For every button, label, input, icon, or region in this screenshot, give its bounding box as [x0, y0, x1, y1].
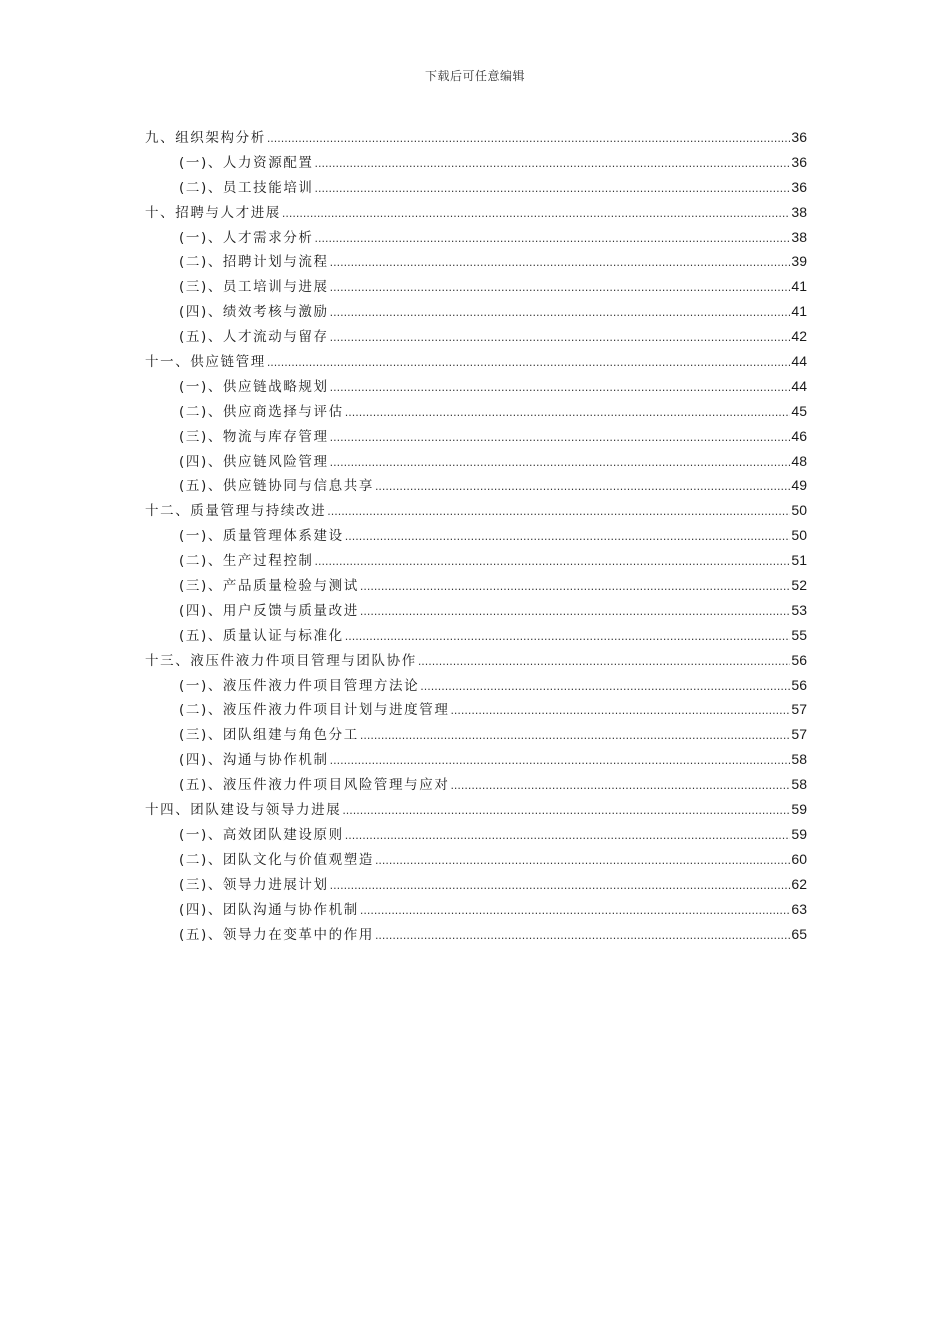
toc-dot-leader — [375, 854, 790, 867]
toc-entry-title: (二)、液压件液力件项目计划与进度管理 — [179, 702, 450, 719]
toc-page-number: 48 — [791, 452, 807, 469]
toc-entry-title: 十、招聘与人才进展 — [145, 204, 281, 221]
toc-dot-leader — [315, 232, 791, 245]
toc-chapter-entry[interactable] — [145, 798, 807, 823]
toc-page-number: 59 — [791, 825, 807, 842]
toc-page-number: 46 — [791, 427, 807, 444]
toc-page-number: 56 — [791, 651, 807, 668]
toc-section-entry[interactable] — [145, 599, 807, 624]
toc-entry-title: (一)、供应链战略规划 — [179, 378, 329, 395]
toc-section-entry[interactable] — [145, 450, 807, 475]
toc-entry-title: (五)、液压件液力件项目风险管理与应对 — [179, 777, 450, 794]
toc-section-entry[interactable] — [145, 524, 807, 549]
toc-dot-leader — [330, 306, 791, 319]
toc-page-number: 50 — [791, 527, 807, 544]
toc-page-number: 44 — [791, 377, 807, 394]
toc-entry-title: (五)、供应链协同与信息共享 — [179, 478, 374, 495]
toc-page-number: 49 — [791, 477, 807, 494]
toc-dot-leader — [330, 456, 791, 469]
page-header: 下载后可任意编辑 — [424, 69, 525, 83]
toc-chapter-entry[interactable] — [145, 350, 807, 375]
toc-chapter-entry[interactable] — [145, 126, 807, 151]
toc-page-number: 50 — [791, 502, 807, 519]
toc-entry-title: (一)、质量管理体系建设 — [179, 528, 344, 545]
toc-section-entry[interactable] — [145, 898, 807, 923]
toc-dot-leader — [420, 680, 790, 693]
toc-section-entry[interactable] — [145, 723, 807, 748]
toc-section-entry[interactable] — [145, 923, 807, 948]
toc-entry-title: (三)、物流与库存管理 — [179, 428, 329, 445]
toc-dot-leader — [327, 505, 790, 518]
toc-page-number: 52 — [791, 577, 807, 594]
toc-entry-title: (二)、生产过程控制 — [179, 553, 314, 570]
toc-dot-leader — [330, 331, 791, 344]
toc-dot-leader — [360, 580, 791, 593]
table-of-contents — [145, 126, 807, 947]
toc-entry-title: (四)、团队沟通与协作机制 — [179, 901, 359, 918]
toc-page-number: 57 — [791, 701, 807, 718]
toc-section-entry[interactable] — [145, 375, 807, 400]
toc-section-entry[interactable] — [145, 624, 807, 649]
toc-entry-title: (四)、沟通与协作机制 — [179, 752, 329, 769]
toc-page-number: 58 — [791, 751, 807, 768]
toc-dot-leader — [330, 381, 791, 394]
toc-page-number: 44 — [791, 353, 807, 370]
toc-entry-title: (二)、供应商选择与评估 — [179, 403, 344, 420]
toc-entry-title: (五)、领导力在变革中的作用 — [179, 926, 374, 943]
toc-entry-title: (四)、绩效考核与激励 — [179, 304, 329, 321]
toc-chapter-entry[interactable] — [145, 201, 807, 226]
toc-page-number: 45 — [791, 402, 807, 419]
toc-dot-leader — [315, 157, 791, 170]
toc-entry-title: (四)、用户反馈与质量改进 — [179, 602, 359, 619]
toc-entry-title: (二)、招聘计划与流程 — [179, 254, 329, 271]
toc-dot-leader — [330, 879, 791, 892]
toc-entry-title: 九、组织架构分析 — [145, 130, 266, 146]
toc-page-number: 41 — [791, 278, 807, 295]
toc-section-entry[interactable] — [145, 848, 807, 873]
toc-entry-title: (五)、质量认证与标准化 — [179, 627, 344, 644]
toc-entry-title: (二)、员工技能培训 — [179, 179, 314, 196]
toc-page-number: 51 — [791, 552, 807, 569]
toc-section-entry[interactable] — [145, 748, 807, 773]
toc-entry-title: (一)、液压件液力件项目管理方法论 — [179, 677, 420, 694]
toc-entry-title: (一)、人才需求分析 — [179, 229, 314, 246]
toc-entry-title: (二)、团队文化与价值观塑造 — [179, 851, 374, 868]
toc-section-entry[interactable] — [145, 873, 807, 898]
toc-section-entry[interactable] — [145, 474, 807, 499]
toc-dot-leader — [360, 729, 791, 742]
toc-entry-title: (三)、团队组建与角色分工 — [179, 727, 359, 744]
toc-chapter-entry[interactable] — [145, 649, 807, 674]
toc-page-number: 59 — [791, 801, 807, 818]
toc-page-number: 39 — [791, 253, 807, 270]
toc-page-number: 60 — [791, 850, 807, 867]
toc-dot-leader — [418, 655, 791, 668]
toc-dot-leader — [345, 530, 791, 543]
toc-dot-leader — [330, 754, 791, 767]
toc-section-entry[interactable] — [145, 574, 807, 599]
toc-dot-leader — [375, 480, 790, 493]
toc-section-entry[interactable] — [145, 275, 807, 300]
toc-section-entry[interactable] — [145, 250, 807, 275]
toc-section-entry[interactable] — [145, 698, 807, 723]
toc-dot-leader — [342, 804, 790, 817]
toc-dot-leader — [360, 605, 791, 618]
toc-page-number: 57 — [791, 726, 807, 743]
toc-chapter-entry[interactable] — [145, 499, 807, 524]
toc-dot-leader — [375, 929, 790, 942]
toc-dot-leader — [315, 555, 791, 568]
toc-page-number: 55 — [791, 626, 807, 643]
toc-section-entry[interactable] — [145, 325, 807, 350]
toc-entry-title: (四)、供应链风险管理 — [179, 453, 329, 470]
toc-section-entry[interactable] — [145, 151, 807, 176]
toc-dot-leader — [282, 207, 791, 220]
toc-dot-leader — [450, 704, 790, 717]
toc-dot-leader — [330, 431, 791, 444]
toc-page-number: 53 — [791, 601, 807, 618]
toc-entry-title: 十一、供应链管理 — [145, 354, 266, 371]
toc-section-entry[interactable] — [145, 226, 807, 251]
toc-page-number: 62 — [791, 875, 807, 892]
toc-dot-leader — [267, 132, 791, 145]
toc-entry-title: (三)、产品质量检验与测试 — [179, 578, 359, 595]
toc-page-number: 65 — [791, 925, 807, 942]
toc-page-number: 36 — [791, 129, 807, 145]
toc-page-number: 38 — [791, 203, 807, 220]
toc-section-entry[interactable] — [145, 674, 807, 699]
toc-dot-leader — [267, 356, 791, 369]
toc-entry-title: (一)、高效团队建设原则 — [179, 826, 344, 843]
toc-dot-leader — [345, 406, 791, 419]
toc-page-number: 42 — [791, 328, 807, 345]
toc-section-entry[interactable] — [145, 300, 807, 325]
toc-dot-leader — [330, 281, 791, 294]
toc-entry-title: 十四、团队建设与领导力进展 — [145, 802, 342, 819]
toc-page-number: 56 — [791, 676, 807, 693]
toc-dot-leader — [450, 779, 790, 792]
toc-entry-title: 十三、液压件液力件项目管理与团队协作 — [145, 652, 417, 669]
toc-page-number: 58 — [791, 776, 807, 793]
toc-entry-title: (五)、人才流动与留存 — [179, 329, 329, 346]
toc-page-number: 36 — [791, 153, 807, 170]
toc-entry-title: (三)、领导力进展计划 — [179, 876, 329, 893]
toc-entry-title: (一)、人力资源配置 — [179, 154, 314, 171]
toc-entry-title: (三)、员工培训与进展 — [179, 279, 329, 296]
toc-dot-leader — [360, 904, 791, 917]
toc-section-entry[interactable] — [145, 773, 807, 798]
toc-page-number: 41 — [791, 303, 807, 320]
toc-page-number: 38 — [791, 228, 807, 245]
toc-dot-leader — [315, 182, 791, 195]
toc-page-number: 36 — [791, 178, 807, 195]
toc-section-entry[interactable] — [145, 549, 807, 574]
toc-section-entry[interactable] — [145, 400, 807, 425]
toc-dot-leader — [345, 829, 791, 842]
toc-entry-title: 十二、质量管理与持续改进 — [145, 503, 327, 520]
toc-dot-leader — [345, 630, 791, 643]
toc-page-number: 63 — [791, 900, 807, 917]
toc-dot-leader — [330, 256, 791, 269]
toc-section-entry[interactable] — [145, 176, 807, 201]
toc-section-entry[interactable] — [145, 823, 807, 848]
toc-section-entry[interactable] — [145, 425, 807, 450]
